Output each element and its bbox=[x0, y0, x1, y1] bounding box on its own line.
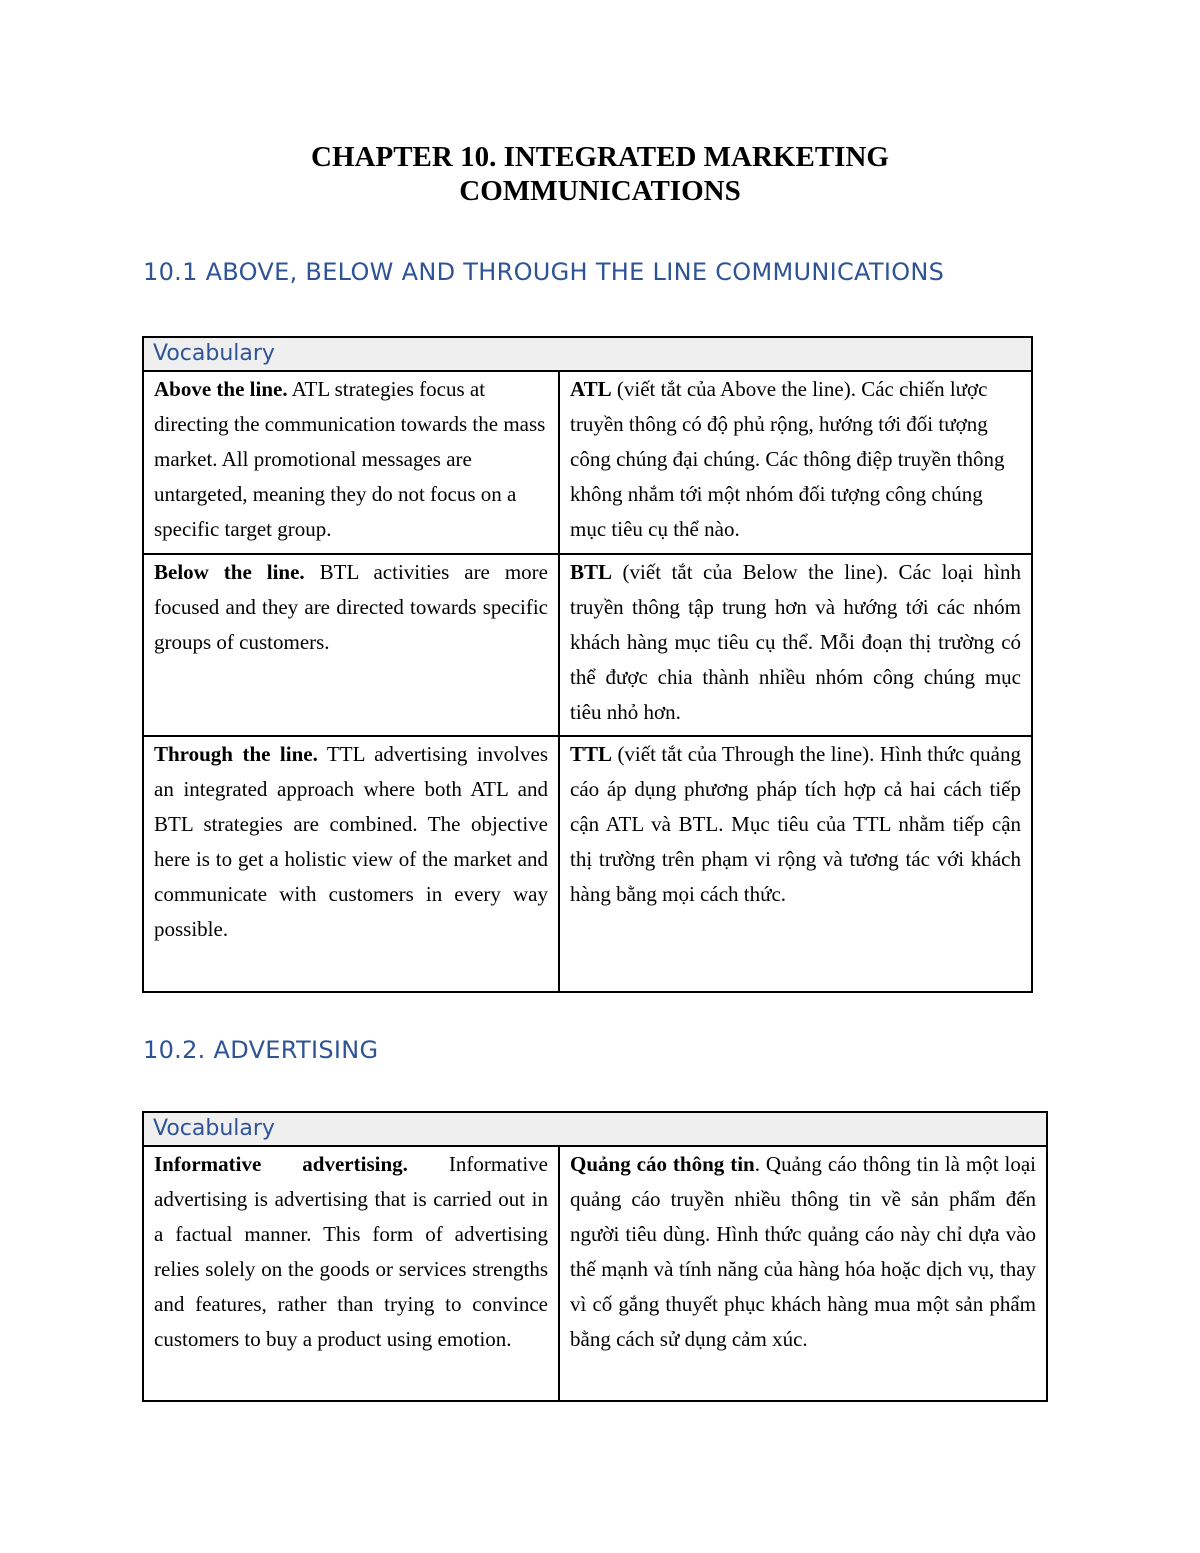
vietnamese-term: ATL bbox=[570, 377, 612, 401]
english-definition: BTL activities are more focused and they are directed towards specific groups of customers. bbox=[154, 560, 548, 654]
vietnamese-definition-cell bbox=[559, 371, 1032, 554]
english-definition-cell bbox=[143, 371, 559, 554]
english-definition-cell bbox=[143, 736, 559, 992]
vocabulary-header: Vocabulary bbox=[143, 337, 1032, 371]
english-definition: ATL strategies focus at directing the communication towards the mass market. All promotional messages are untargeted, meaning they do not focus on a specific target group. bbox=[154, 377, 546, 541]
vietnamese-term: Quảng cáo thông tin bbox=[570, 1152, 755, 1176]
table-row bbox=[143, 1146, 1047, 1401]
section-heading-atl-btl-ttl: 10.1 ABOVE, BELOW AND THROUGH THE LINE COMMUNICATIONS bbox=[143, 258, 945, 286]
english-definition-cell bbox=[143, 554, 559, 736]
chapter-title-line-2: COMMUNICATIONS bbox=[459, 175, 741, 207]
vietnamese-term: BTL bbox=[570, 560, 613, 584]
vietnamese-definition: (viết tắt của Below the line). Các loại hình truyền thông tập trung hơn và hướng tới các nhóm khách hàng mục tiêu cụ thể. Mỗi đoạn thị trường có thể được chia thành nhiều nhóm công chúng mục tiêu nhỏ hơn. bbox=[570, 560, 1022, 724]
vocabulary-header: Vocabulary bbox=[143, 1112, 1047, 1146]
vietnamese-definition: . Quảng cáo thông tin là một loại quảng cáo truyền nhiều thông tin về sản phẩm đến người tiêu dùng. Hình thức quảng cáo này chỉ dựa vào thế mạnh và tính năng của hàng hóa hoặc dịch vụ, thay vì cố gắng thuyết phục khách hàng mua một sản phẩm bằng cách sử dụng cảm xúc. bbox=[570, 1152, 1037, 1351]
vietnamese-definition: (viết tắt của Above the line). Các chiến lược truyền thông có độ phủ rộng, hướng tới đối tượng công chúng đại chúng. Các thông điệp truyền thông không nhắm tới một nhóm đối tượng công chúng mục tiêu cụ thể nào. bbox=[570, 377, 1005, 541]
vietnamese-definition: (viết tắt của Through the line). Hình thức quảng cáo áp dụng phương pháp tích hợp cả hai cách tiếp cận ATL và BTL. Mục tiêu của TTL nhằm tiếp cận thị trường trên phạm vi rộng và tương tác với khách hàng bằng mọi cách thức. bbox=[570, 742, 1022, 906]
english-term: Above the line. bbox=[154, 377, 288, 401]
english-term: Informative advertising. bbox=[154, 1152, 408, 1176]
table-row bbox=[143, 554, 1032, 736]
vietnamese-term: TTL bbox=[570, 742, 613, 766]
chapter-title-line-1: CHAPTER 10. INTEGRATED MARKETING bbox=[311, 141, 889, 173]
section-heading-advertising: 10.2. ADVERTISING bbox=[143, 1036, 379, 1064]
vietnamese-definition-cell bbox=[559, 1146, 1047, 1401]
vietnamese-definition-cell bbox=[559, 554, 1032, 736]
vocabulary-table-1 bbox=[142, 336, 1033, 993]
english-definition: TTL advertising involves an integrated approach where both ATL and BTL strategies are combined. The objective here is to get a holistic view of the market and communicate with customers in every way possible. bbox=[154, 742, 549, 941]
english-term: Through the line. bbox=[154, 742, 318, 766]
english-term: Below the line. bbox=[154, 560, 305, 584]
table-row bbox=[143, 371, 1032, 554]
english-definition-cell bbox=[143, 1146, 559, 1401]
chapter-title bbox=[0, 140, 1200, 208]
vocabulary-table-2 bbox=[142, 1111, 1048, 1402]
table-row bbox=[143, 736, 1032, 992]
vietnamese-definition-cell bbox=[559, 736, 1032, 992]
english-definition: Informative advertising is advertising that is carried out in a factual manner. This form of advertising relies solely on the goods or services strengths and features, rather than trying to convince customers to buy a product using emotion. bbox=[154, 1152, 548, 1351]
